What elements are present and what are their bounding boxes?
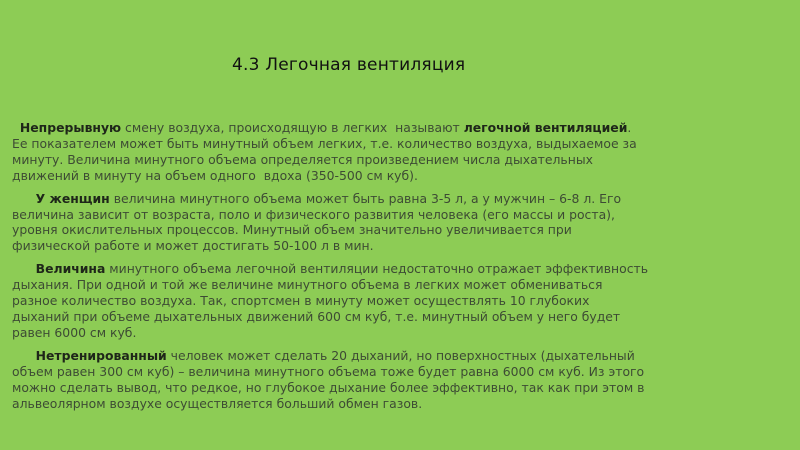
text-run: физической работе и может достигать 50-100 л в мин. xyxy=(12,238,374,254)
text-run: величина зависит от возраста, поло и физического развития человека (его массы и роста), xyxy=(12,206,615,222)
text-line xyxy=(12,136,797,152)
bold-term: Нетренированный xyxy=(35,347,167,363)
text-run: движений в минуту на объем одного вдоха (350-500 см куб). xyxy=(12,167,418,183)
text-line xyxy=(12,364,797,380)
text-run: величина минутного объема может быть равна 3-5 л, а у мужчин – 6-8 л. Его xyxy=(109,190,622,206)
text-line xyxy=(12,168,797,184)
text-run: минуту. Величина минутного объема определяется произведением числа дыхательных xyxy=(12,151,593,167)
text-line xyxy=(12,396,797,412)
text-run: смену воздуха, происходящую в легких называют xyxy=(121,120,464,135)
text-run: разное количество воздуха. Так, спортсмен в минуту может осуществлять 10 глубоких xyxy=(12,293,590,309)
text-run: Ее показателем может быть минутный объем легких, т.е. количество воздуха, выдыхаемое за xyxy=(12,135,637,151)
text-run: объем равен 300 см куб) – величина минутного объема тоже будет равна 6000 см куб. Из этого xyxy=(12,363,645,379)
text-line xyxy=(12,261,797,277)
text-run: уровня окислительных процессов. Минутный объем значительно увеличивается при xyxy=(12,222,572,238)
text-run: . xyxy=(627,120,632,135)
text-run: человек может сделать 20 дыханий, но поверхностных (дыхательный xyxy=(166,347,635,363)
text-run xyxy=(12,120,20,135)
text-line xyxy=(12,348,797,364)
text-run xyxy=(12,348,36,363)
text-line xyxy=(12,191,797,207)
text-line xyxy=(12,277,797,293)
slide-title: 4.3 Легочная вентиляция xyxy=(232,55,466,75)
text-run: дыхания. При одной и той же величине минутного объема в легких может обмениваться xyxy=(12,277,603,293)
paragraph xyxy=(12,120,797,184)
bold-term: легочной вентиляцией xyxy=(463,120,628,135)
text-line xyxy=(12,309,797,325)
text-run xyxy=(12,191,36,206)
text-line xyxy=(12,120,797,136)
text-run: альвеолярном воздухе осуществляется больший обмен газов. xyxy=(12,395,423,411)
bold-term: У женщин xyxy=(35,190,110,206)
text-run: можно сделать вывод, что редкое, но глубокое дыхание более эффективно, так как при этом в xyxy=(12,379,645,395)
bold-term: Непрерывную xyxy=(19,120,122,135)
text-line xyxy=(12,325,797,341)
paragraph xyxy=(12,191,797,255)
slide-body xyxy=(12,120,797,418)
paragraph xyxy=(12,348,797,412)
paragraph xyxy=(12,261,797,341)
text-run: дыханий при объеме дыхательных движений 600 см куб, т.е. минутный объем у него будет xyxy=(12,308,621,324)
text-line xyxy=(12,238,797,254)
text-line xyxy=(12,380,797,396)
text-line xyxy=(12,207,797,223)
text-run xyxy=(12,261,36,276)
text-line xyxy=(12,293,797,309)
bold-term: Величина xyxy=(35,261,106,277)
text-line xyxy=(12,152,797,168)
text-line xyxy=(12,222,797,238)
text-run: минутного объема легочной вентиляции недостаточно отражает эффективность xyxy=(105,261,649,277)
text-run: равен 6000 см куб. xyxy=(12,324,137,340)
